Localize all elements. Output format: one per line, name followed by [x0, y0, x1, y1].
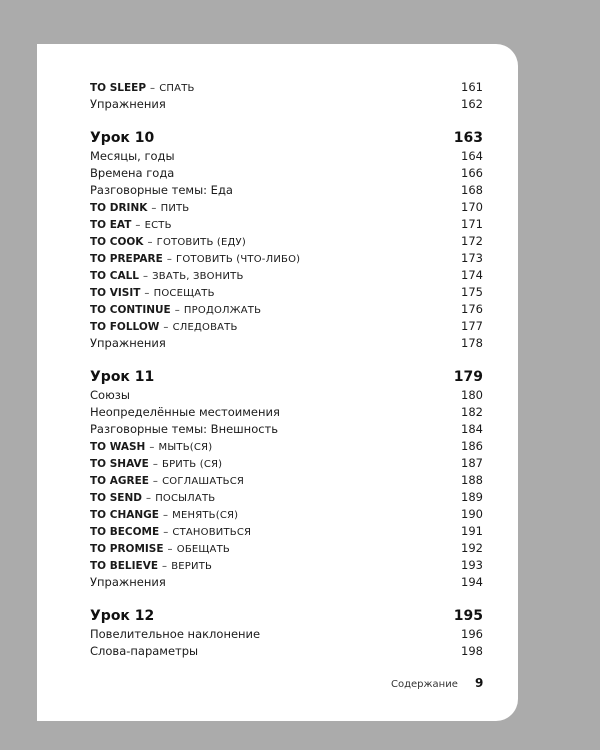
verb-english: TO FOLLOW: [90, 321, 160, 333]
entry-page-number: 176: [461, 302, 483, 316]
toc-entry: [90, 643, 483, 660]
entry-page-number: 192: [461, 541, 483, 555]
entry-page-number: 175: [461, 285, 483, 299]
toc-entry-verb: [90, 557, 483, 574]
toc-entry-verb: [90, 489, 483, 506]
verb-english: TO SLEEP: [90, 82, 147, 94]
verb-english: TO AGREE: [90, 475, 149, 487]
verb-entry-title: [90, 318, 238, 336]
entry-page-number: 161: [461, 80, 483, 94]
lesson-heading: [90, 128, 483, 148]
verb-entry-title: [90, 557, 212, 575]
entry-title: Разговорные темы: Внешность: [90, 422, 279, 436]
verb-entry-title: [90, 267, 244, 285]
verb-entry-title: [90, 233, 246, 251]
verb-russian: ПОСЕЩАТЬ: [153, 288, 215, 299]
dash-separator: –: [149, 442, 155, 453]
verb-entry-title: [90, 250, 300, 268]
toc-entry-verb: [90, 199, 483, 216]
verb-english: TO BELIEVE: [90, 560, 158, 572]
entry-page-number: 177: [461, 319, 483, 333]
dash-separator: –: [166, 254, 173, 265]
dash-separator: –: [162, 510, 169, 521]
verb-english: TO SHAVE: [90, 458, 149, 470]
verb-russian: ГОТОВИТЬ (ЕДУ): [156, 237, 246, 248]
lesson-title: Урок 11: [90, 369, 155, 385]
lesson-heading: [90, 367, 483, 387]
entry-title: Союзы: [90, 388, 130, 402]
entry-page-number: 195: [453, 608, 483, 624]
entry-page-number: 171: [461, 217, 483, 231]
toc-entry-verb: [90, 267, 483, 284]
verb-russian: ГОТОВИТЬ (ЧТО-ЛИБО): [176, 254, 301, 265]
dash-separator: –: [135, 220, 141, 231]
verb-entry-title: [90, 438, 212, 456]
entry-page-number: 198: [461, 644, 483, 658]
entry-page-number: 196: [461, 627, 483, 641]
toc-entry-verb: [90, 506, 483, 523]
verb-entry-title: [90, 489, 215, 507]
verb-russian: СТАНОВИТЬСЯ: [172, 527, 252, 538]
entry-page-number: 166: [461, 166, 483, 180]
verb-english: TO BECOME: [90, 526, 160, 538]
verb-russian: СПАТЬ: [159, 83, 195, 94]
toc-entry-verb: [90, 233, 483, 250]
entry-page-number: 187: [461, 456, 483, 470]
lesson-heading: [90, 606, 483, 626]
entry-page-number: 170: [461, 200, 483, 214]
toc-entry-verb: [90, 438, 483, 455]
entry-page-number: 184: [461, 422, 483, 436]
dash-separator: –: [152, 459, 159, 470]
verb-russian: ПОСЫЛАТЬ: [155, 493, 216, 504]
entry-page-number: 164: [461, 149, 483, 163]
entry-title: Упражнения: [90, 97, 166, 111]
toc-entry-verb: [90, 216, 483, 233]
book-page: [37, 44, 518, 721]
toc-entry: [90, 574, 483, 591]
toc-entry-verb: [90, 250, 483, 267]
entry-page-number: 173: [461, 251, 483, 265]
toc-entry-verb: [90, 318, 483, 335]
entry-page-number: 189: [461, 490, 483, 504]
toc-entry: [90, 421, 483, 438]
verb-english: TO WASH: [90, 441, 146, 453]
toc-entry: [90, 626, 483, 643]
dash-separator: –: [151, 203, 157, 214]
verb-entry-title: [90, 540, 230, 558]
verb-english: TO PROMISE: [90, 543, 164, 555]
verb-entry-title: [90, 472, 244, 490]
toc-entry-verb: [90, 523, 483, 540]
verb-russian: ОБЕЩАТЬ: [176, 544, 230, 555]
entry-title: Упражнения: [90, 336, 166, 350]
entry-page-number: 172: [461, 234, 483, 248]
dash-separator: –: [147, 237, 153, 248]
entry-title: Неопределённые местоимения: [90, 405, 280, 419]
dash-separator: –: [174, 305, 180, 316]
entry-title: Повелительное наклонение: [90, 627, 261, 641]
toc-entry: [90, 148, 483, 165]
verb-russian: БРИТЬ (СЯ): [162, 459, 223, 470]
verb-russian: ВЕРИТЬ: [171, 561, 213, 572]
entry-page-number: 180: [461, 388, 483, 402]
lesson-title: Урок 10: [90, 130, 155, 146]
verb-russian: ЗВАТЬ, ЗВОНИТЬ: [152, 271, 244, 282]
verb-english: TO CONTINUE: [90, 304, 171, 316]
verb-entry-title: [90, 506, 238, 524]
verb-russian: ПРОДОЛЖАТЬ: [183, 305, 262, 316]
verb-english: TO COOK: [90, 236, 144, 248]
toc-entry: [90, 96, 483, 113]
dash-separator: –: [163, 322, 169, 333]
entry-page-number: 178: [461, 336, 483, 350]
page-number: 9: [475, 676, 484, 690]
verb-english: TO DRINK: [90, 202, 148, 214]
verb-russian: МЫТЬ(СЯ): [158, 442, 213, 453]
dash-separator: –: [152, 476, 159, 487]
verb-entry-title: [90, 284, 215, 302]
verb-english: TO CHANGE: [90, 509, 159, 521]
page-footer: [391, 676, 483, 690]
entry-page-number: 168: [461, 183, 483, 197]
entry-title: Слова-параметры: [90, 644, 199, 658]
verb-entry-title: [90, 455, 222, 473]
entry-page-number: 194: [461, 575, 483, 589]
entry-page-number: 191: [461, 524, 483, 538]
verb-russian: ЕСТЬ: [144, 220, 172, 231]
entry-page-number: 162: [461, 97, 483, 111]
toc-entry-verb: [90, 455, 483, 472]
entry-title: Разговорные темы: Еда: [90, 183, 233, 197]
dash-separator: –: [142, 271, 149, 282]
verb-english: TO SEND: [90, 492, 142, 504]
dash-separator: –: [144, 288, 150, 299]
verb-english: TO VISIT: [90, 287, 141, 299]
dash-separator: –: [162, 561, 168, 572]
table-of-contents: [90, 79, 483, 660]
verb-english: TO CALL: [90, 270, 139, 282]
entry-page-number: 163: [453, 130, 483, 146]
entry-page-number: 188: [461, 473, 483, 487]
toc-entry: [90, 335, 483, 352]
entry-page-number: 182: [461, 405, 483, 419]
verb-russian: ПИТЬ: [160, 203, 190, 214]
verb-english: TO PREPARE: [90, 253, 163, 265]
verb-russian: СОГЛАШАТЬСЯ: [162, 476, 245, 487]
toc-entry: [90, 387, 483, 404]
dash-separator: –: [163, 527, 169, 538]
entry-page-number: 190: [461, 507, 483, 521]
entry-page-number: 179: [453, 369, 483, 385]
verb-entry-title: [90, 523, 251, 541]
verb-entry-title: [90, 216, 172, 234]
toc-entry-verb: [90, 284, 483, 301]
dash-separator: –: [150, 83, 156, 94]
toc-entry: [90, 165, 483, 182]
entry-title: Месяцы, годы: [90, 149, 175, 163]
entry-page-number: 193: [461, 558, 483, 572]
toc-entry-verb: [90, 79, 483, 96]
toc-entry-verb: [90, 472, 483, 489]
lesson-title: Урок 12: [90, 608, 155, 624]
toc-entry: [90, 404, 483, 421]
verb-russian: МЕНЯТЬ(СЯ): [172, 510, 239, 521]
dash-separator: –: [167, 544, 173, 555]
dash-separator: –: [145, 493, 152, 504]
footer-label: Содержание: [391, 679, 458, 690]
verb-entry-title: [90, 79, 195, 97]
verb-russian: СЛЕДОВАТЬ: [172, 322, 238, 333]
toc-entry-verb: [90, 540, 483, 557]
entry-page-number: 186: [461, 439, 483, 453]
entry-page-number: 174: [461, 268, 483, 282]
verb-english: TO EAT: [90, 219, 132, 231]
entry-title: Упражнения: [90, 575, 166, 589]
entry-title: Времена года: [90, 166, 175, 180]
toc-entry-verb: [90, 301, 483, 318]
verb-entry-title: [90, 301, 261, 319]
verb-entry-title: [90, 199, 189, 217]
toc-entry: [90, 182, 483, 199]
